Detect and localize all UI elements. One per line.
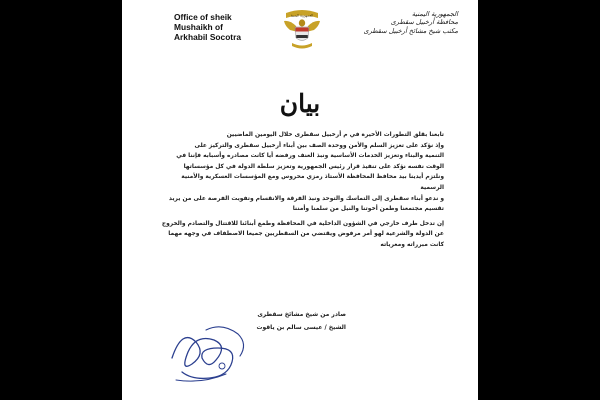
signatory-name: الشيخ / عيسى سالم بن ياقوت [256, 324, 346, 331]
letterhead-english-line: Office of sheik [174, 12, 232, 22]
letterhead-arabic-line: مكتب شيخ مشائخ أرخبيل سقطرى [363, 26, 458, 35]
body-line: كانت مبرراته ومغرياته [380, 241, 444, 248]
body-line: إن تدخل طرف خارجي في الشؤون الداخلية في المحافظة وطمع أبنائنا للاقتتال والتصادم والخروج [162, 220, 444, 227]
body-line: تابعنا بقلق التطورات الأخيرة في م أرخبيل سقطرى خلال اليومين الماضيين [226, 132, 444, 138]
signature-stroke-upper [206, 327, 244, 356]
body-line: وإذ نؤكد على تعزيز السلم والأمن ووحدة الصف بين أبناء أرخبيل سقطرى والتركيز على [194, 142, 444, 149]
body-line: تقسيم مجتمعنا وطمن أخوتنا والنيل من سلمنا وأمننا [292, 206, 444, 213]
letterhead-arabic-line: محافظة أرخبيل سقطرى [390, 18, 458, 27]
body-line: و ندعو أبناء سقطرى إلى التماسك والتوحد ونبذ الفرقة والانقسام وتفويت الفرصة على من يريد [168, 195, 444, 202]
letterhead-arabic [340, 10, 458, 35]
signature-stroke-lower [176, 374, 226, 381]
handwritten-signature-icon [162, 318, 254, 388]
emblem-shield-black [296, 35, 308, 38]
document-page [122, 0, 478, 400]
body-line: التنمية والبناء وتعزيز الخدمات الأساسية ونبذ العنف ورفضه أيا كانت مصادره وأسبابه فإننا في [176, 153, 444, 160]
signature-stroke-main [172, 338, 233, 379]
document-title: بيان [279, 89, 321, 118]
letterhead-arabic-line: الجمهورية اليمنية [411, 10, 458, 18]
body-line: ونلتزم أيدينا بيد محافظ المحافظة الأستاذ رمزي محروس ومع المؤسسات العسكرية والأمنية [181, 174, 444, 181]
issuer-line: صادر من شيخ مشائخ سقطرى [257, 311, 346, 318]
body-line: عن الدولة والشرعية لهو أمر مرفوض ويقتضي من السقطريين جميعا الاصطفاف في وجهه مهما [168, 231, 444, 238]
signature-loop [219, 363, 225, 369]
emblem-shield-red [296, 28, 309, 32]
statement-body [162, 130, 444, 251]
emblem-ribbon [292, 43, 312, 49]
letterhead-english-line: Mushaikh of [174, 21, 223, 32]
body-line: الوقت نفسه نؤكد على تنفيذ قرار رئيس الجمهورية وتعزيز سلطة الدولة في كل مؤسساتها [183, 163, 444, 170]
emblem-head [299, 19, 305, 26]
body-line: الرسمية [420, 184, 444, 191]
letterhead-english [174, 13, 284, 42]
emblem-banner-text: الجمهورية اليمنية [290, 13, 314, 18]
letterhead-english-line: Arkhabil Socotra [174, 31, 242, 42]
yemen-eagle-emblem-icon [280, 6, 324, 52]
